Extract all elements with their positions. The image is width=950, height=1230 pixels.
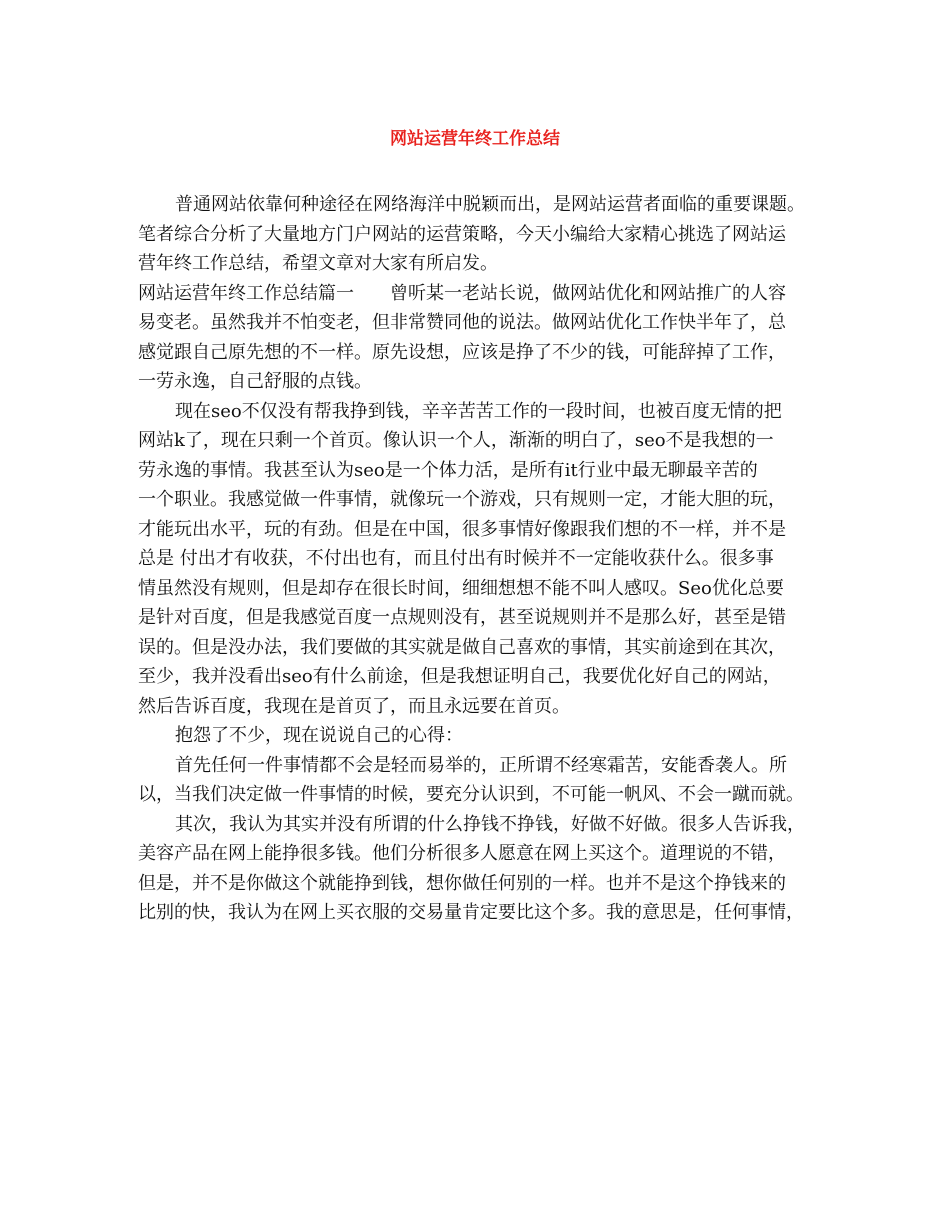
body-line: 误的。但是没办法，我们要做的其实就是做自己喜欢的事情，其实前途到在其次， [138, 636, 786, 658]
body-line: 是针对百度，但是我感觉百度一点规则没有，甚至说规则并不是那么好，甚至是错 [138, 607, 786, 628]
body-line: 美容产品在网上能挣很多钱。他们分析很多人愿意在网上买这个。道理说的不错， [138, 843, 786, 864]
body-line: 比别的快，我认为在网上买衣服的交易量肯定要比这个多。我的意思是，任何事情， [138, 902, 804, 923]
body-line: 至少，我并没看出seo有什么前途，但是我想证明自己，我要优化好自己的网站， [138, 666, 781, 687]
body-line: 劳永逸的事情。我甚至认为seo是一个体力活，是所有it行业中最无聊最辛苦的 [138, 459, 758, 481]
document-title: 网站运营年终工作总结 [390, 129, 560, 149]
body-line: 感觉跟自己原先想的不一样。原先设想，应该是挣了不少的钱，可能辞掉了工作， [138, 341, 786, 363]
body-line: 然后告诉百度，我现在是首页了，而且永远要在首页。 [138, 695, 570, 717]
body-line: 首先任何一件事情都不会是轻而易举的，正所谓不经寒霜苦，安能香袭人。所 [175, 754, 787, 776]
body-line: 才能玩出水平，玩的有劲。但是在中国，很多事情好像跟我们想的不一样，并不是 [138, 518, 786, 540]
body-line: 笔者综合分析了大量地方门户网站的运营策略，今天小编给大家精心挑选了网站运 [138, 223, 786, 245]
body-line: 普通网站依靠何种途径在网络海洋中脱颖而出，是网站运营者面临的重要课题。 [175, 194, 805, 215]
body-line: 以，当我们决定做一件事情的时候，要充分认识到，不可能一帆风、不会一蹴而就。 [138, 784, 804, 805]
body-line: 但是，并不是你做这个就能挣到钱，想你做任何别的一样。也并不是这个挣钱来的 [138, 872, 786, 894]
body-line: 一劳永逸，自己舒服的点钱。 [138, 371, 372, 392]
body-line: 网站k了，现在只剩一个首页。像认识一个人，渐渐的明白了，seo不是我想的一 [138, 430, 774, 451]
body-line: 抱怨了不少，现在说说自己的心得： [175, 725, 463, 746]
body-line: 情虽然没有规则，但是却存在很长时间，细细想想不能不叫人感叹。Seo优化总要 [138, 577, 784, 599]
body-line: 一个职业。我感觉做一件事情，就像玩一个游戏，只有规则一定，才能大胆的玩， [138, 489, 786, 510]
document-body [138, 190, 828, 928]
body-line: 其次，我认为其实并没有所谓的什么挣钱不挣钱，好做不好做。很多人告诉我， [175, 813, 805, 835]
body-line: 总是 付出才有收获，不付出也有，而且付出有时候并不一定能收获什么。很多事 [138, 548, 774, 569]
body-line: 现在seo不仅没有帮我挣到钱，辛辛苦苦工作的一段时间，也被百度无情的把 [175, 400, 782, 422]
body-line: 网站运营年终工作总结篇一 曾听某一老站长说，做网站优化和网站推广的人容 [138, 282, 786, 304]
body-line: 易变老。虽然我并不怕变老，但非常赞同他的说法。做网站优化工作快半年了，总 [138, 312, 786, 333]
body-line: 营年终工作总结，希望文章对大家有所启发。 [138, 253, 498, 274]
